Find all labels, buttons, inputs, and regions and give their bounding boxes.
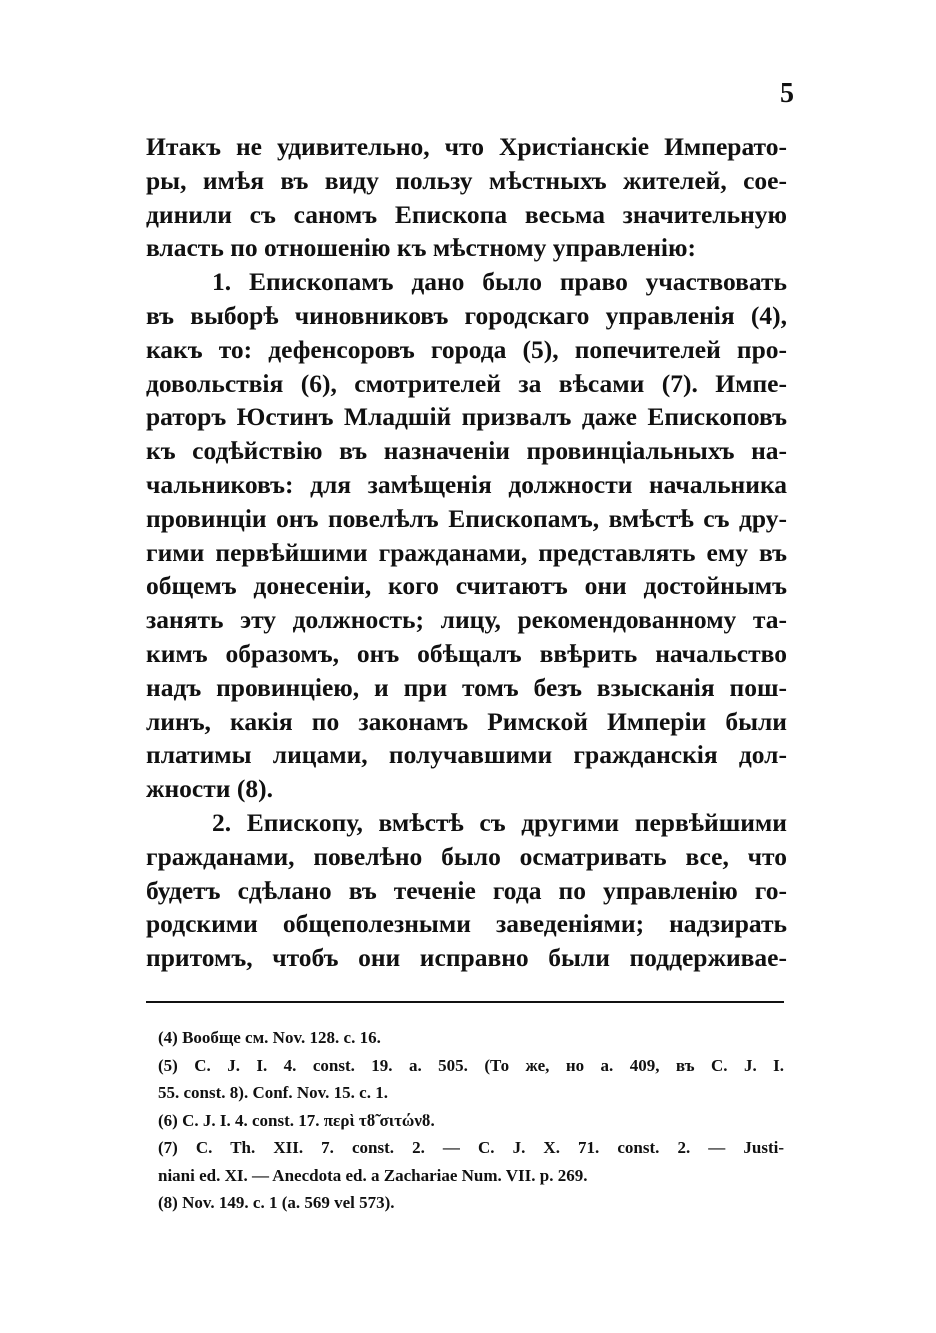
- footnote-divider: [146, 1001, 784, 1003]
- text-line: къ содѣйствію въ назначеніи провинціальныхъ на-: [146, 436, 787, 466]
- text-line: занять эту должность; лицу, рекомендованному та-: [146, 605, 787, 635]
- footnotes: [158, 1024, 784, 1217]
- text-line: какъ то: дефенсоровъ города (5), попечителей про-: [146, 334, 787, 364]
- text-line: раторъ Юстинъ Младшій призвалъ даже Епископовъ: [146, 402, 787, 432]
- footnote-5: (5) C. J. I. 4. const. 19. a. 505. (То же, но a. 409, въ C. J. I.: [158, 1055, 784, 1075]
- text-line: линъ, какія по законамъ Римской Имперіи были: [146, 706, 787, 736]
- footnote-5-continued: 55. const. 8). Conf. Nov. 15. c. 1.: [158, 1083, 388, 1102]
- paragraph-intro: [146, 130, 787, 265]
- footnote-7: (7) C. Th. XII. 7. const. 2. — C. J. X. 71. const. 2. — Justi-: [158, 1138, 784, 1157]
- paragraph-point-2: [146, 806, 787, 975]
- text-line: довольствія (6), смотрителей за вѣсами (7). Импе-: [146, 368, 787, 398]
- text-line: будетъ сдѣлано въ теченіе года по управленію го-: [146, 875, 787, 905]
- footnote-4: (4) Вообще см. Nov. 128. c. 16.: [158, 1028, 381, 1047]
- text-line: платимы лицами, получавшими гражданскія дол-: [146, 740, 787, 770]
- text-line: чальниковъ: для замѣщенія должности начальника: [146, 469, 787, 499]
- text-line: ры, имѣя въ виду пользу мѣстныхъ жителей, сое-: [146, 165, 787, 195]
- text-line: въ выборѣ чиновниковъ городскаго управленія (4),: [146, 300, 787, 330]
- footnote-7-continued: niani ed. XI. — Anecdota ed. a Zachariae Num. VII. p. 269.: [158, 1165, 588, 1185]
- text-line: провинціи онъ повелѣлъ Епископамъ, вмѣстѣ съ дру-: [146, 503, 787, 533]
- body-text: [146, 130, 787, 975]
- page-number: 5: [780, 78, 794, 109]
- text-line: гражданами, повелѣно было осматривать все, что: [146, 841, 787, 871]
- text-line: гими первѣйшими гражданами, представлять ему въ: [146, 537, 787, 567]
- text-line: общемъ донесеніи, кого считаютъ они достойнымъ: [146, 571, 787, 601]
- text-line: притомъ, чтобъ они исправно были поддерживае-: [146, 943, 787, 973]
- text-line: 2. Епископу, вмѣстѣ съ другими первѣйшими: [212, 807, 787, 837]
- text-line: жности (8).: [146, 774, 273, 804]
- text-line: надъ провинціею, и при томъ безъ взысканія пош-: [146, 672, 787, 702]
- paragraph-point-1: [146, 265, 787, 806]
- footnote-8: (8) Nov. 149. c. 1 (a. 569 vel 573).: [158, 1193, 395, 1212]
- footnote-6: (6) C. J. I. 4. const. 17. περὶ τȣ̃ σιτώνȣ.: [158, 1110, 435, 1130]
- text-line: власть по отношенію къ мѣстному управленію:: [146, 233, 696, 263]
- text-line: кимъ образомъ, онъ обѣщалъ ввѣрить начальство: [146, 638, 787, 668]
- text-line: Итакъ не удивительно, что Христіанскіе Императо-: [146, 132, 787, 161]
- text-line: родскими общеполезными заведеніями; надзирать: [146, 909, 787, 939]
- text-line: динили съ саномъ Епископа весьма значительную: [146, 199, 787, 229]
- text-line: 1. Епископамъ дано было право участвовать: [212, 267, 787, 297]
